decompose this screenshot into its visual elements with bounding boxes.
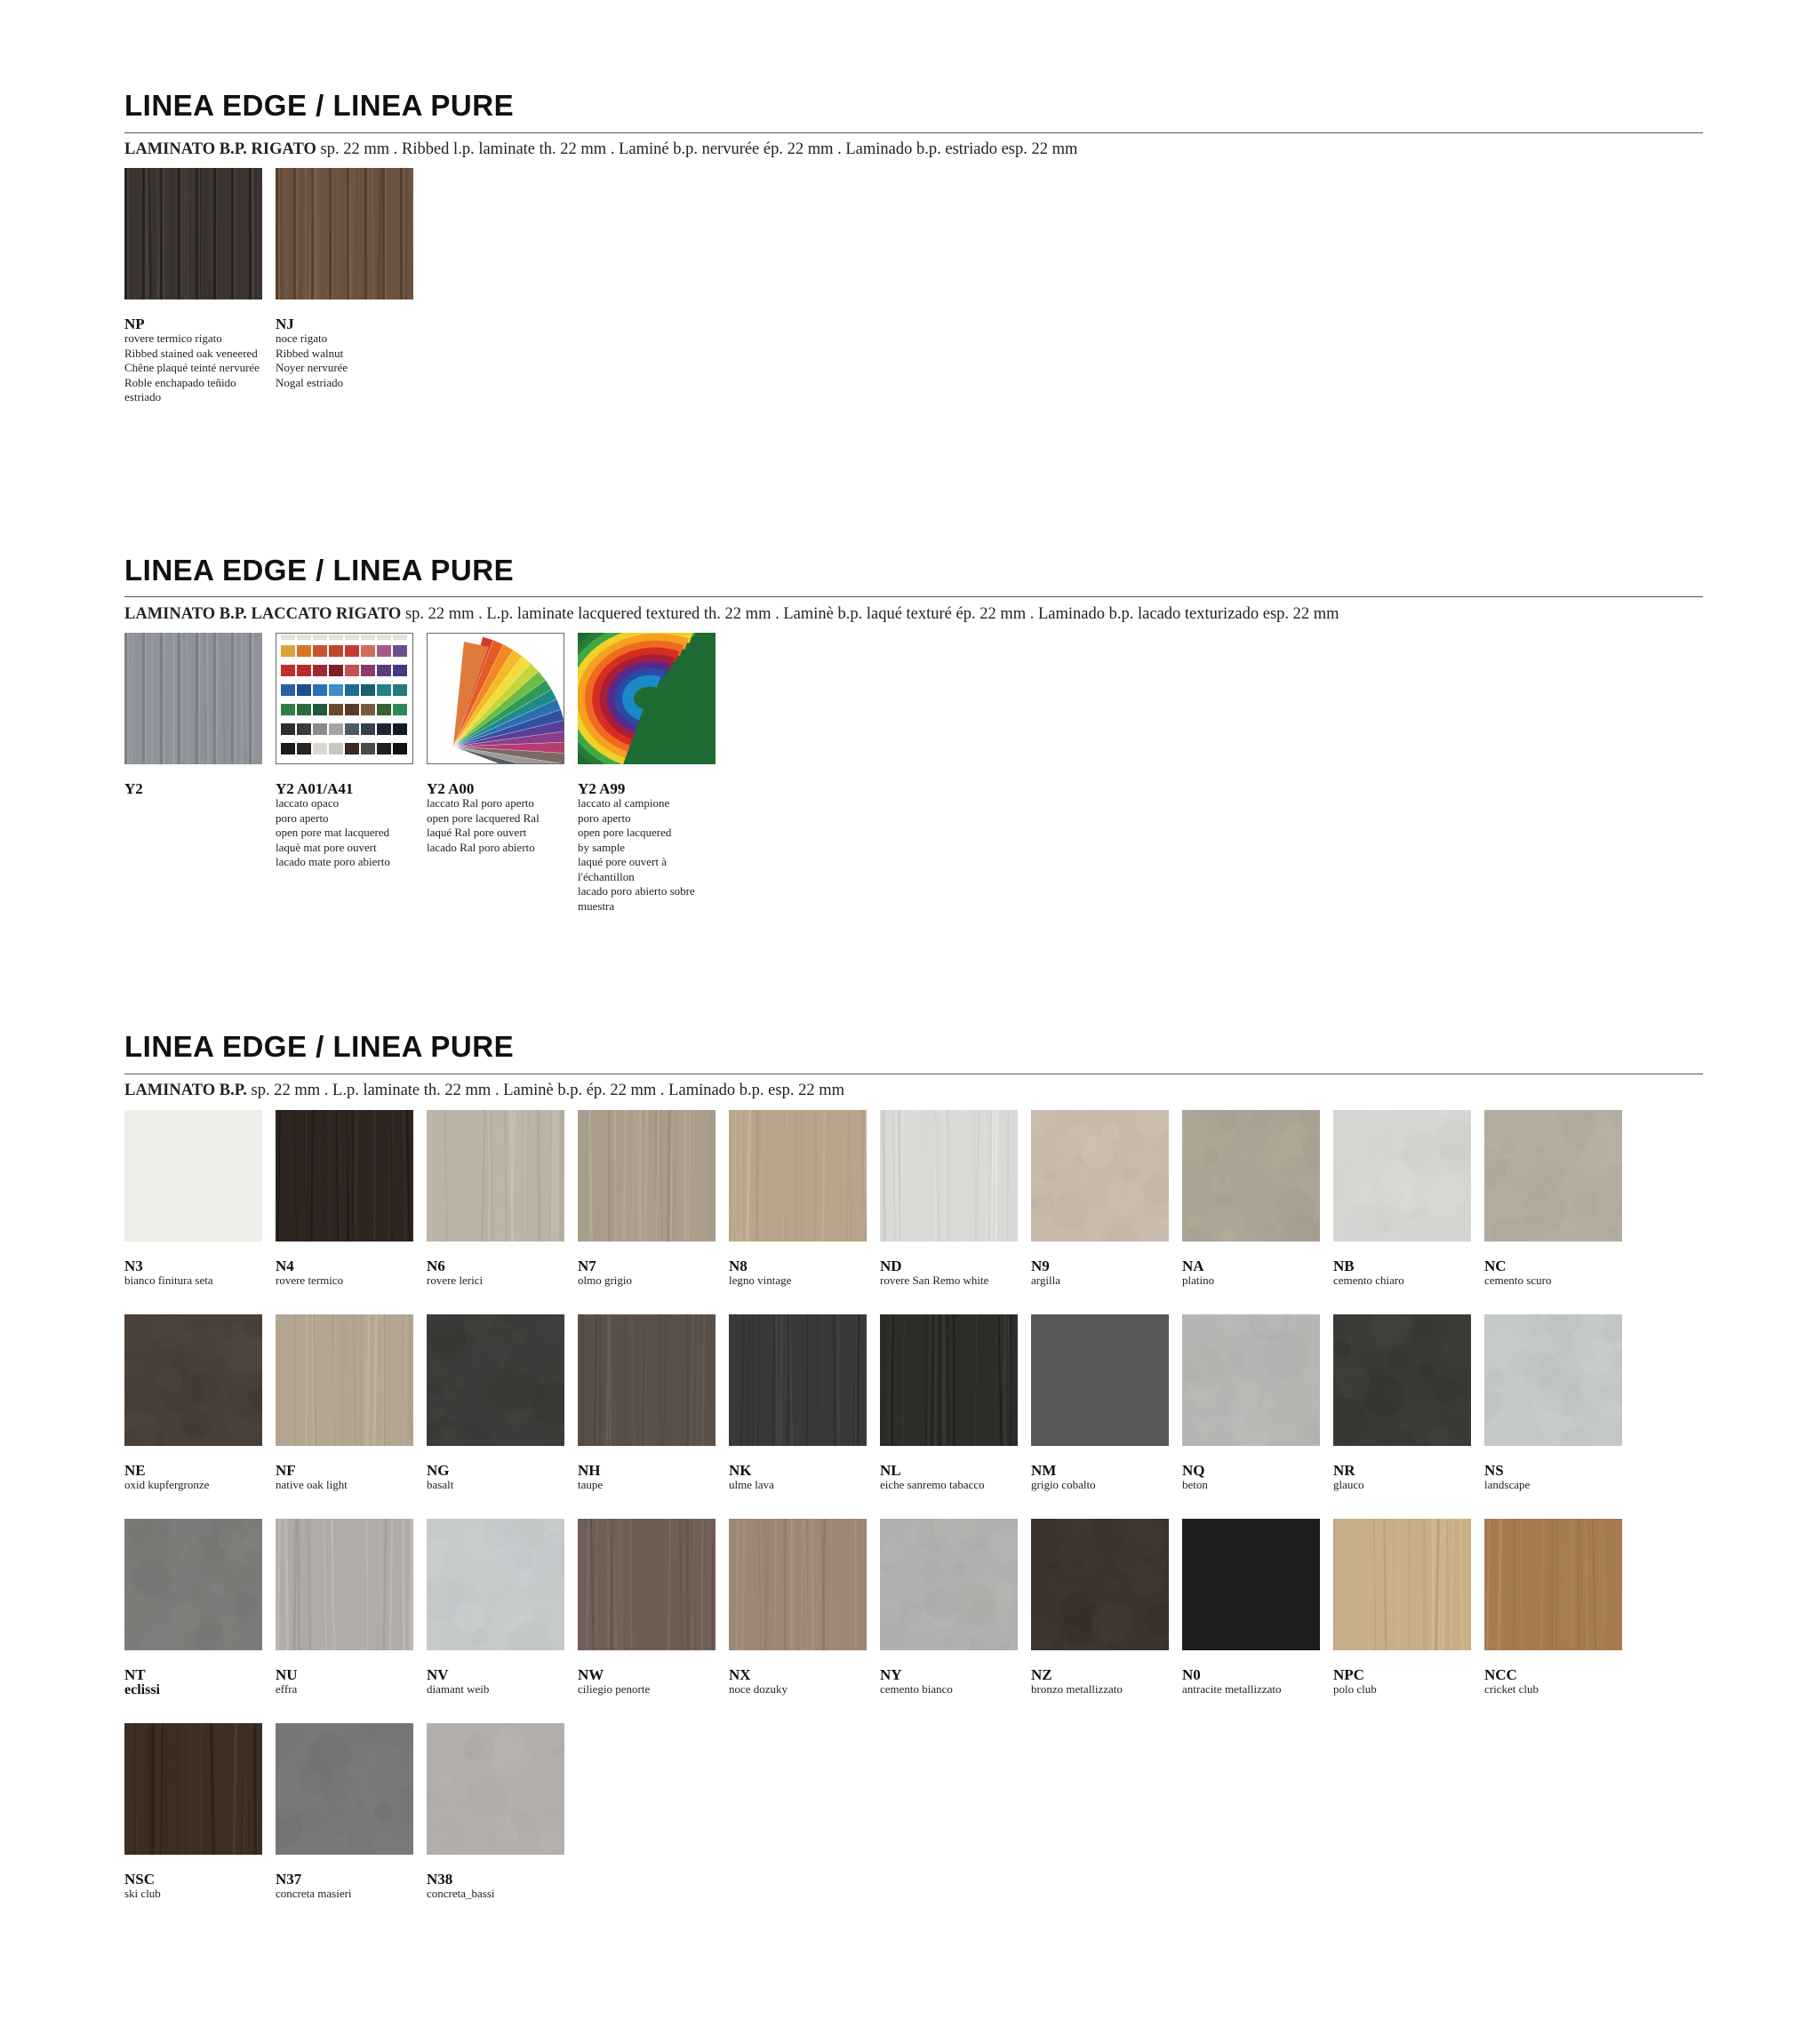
swatch-code: NU (276, 1666, 298, 1683)
swatch-npc (1333, 1519, 1471, 1697)
swatch-code: N0 (1182, 1666, 1201, 1683)
swatch-texture (276, 1314, 413, 1446)
swatch-ny (880, 1519, 1018, 1697)
swatch-texture (880, 1110, 1018, 1242)
swatch-chip (1182, 1314, 1320, 1446)
swatch-description-line: Ribbed walnut (276, 346, 344, 360)
swatch-description (124, 1682, 262, 1698)
swatch-na (1182, 1110, 1320, 1289)
swatch-description-line: oxid kupfergronze (124, 1478, 210, 1491)
subtitle-bold: LAMINATO B.P. RIGATO (124, 140, 316, 158)
swatch-chip (276, 1723, 413, 1855)
swatch-code: N38 (427, 1871, 453, 1888)
swatch-nv (427, 1519, 564, 1697)
section-subtitle (124, 140, 1077, 159)
swatch-texture (1484, 1519, 1622, 1650)
swatch-description (427, 1682, 564, 1697)
swatch-description (124, 1887, 262, 1902)
swatch-code: N9 (1031, 1258, 1050, 1274)
swatch-description (1333, 1478, 1471, 1493)
swatch-code: NM (1031, 1462, 1057, 1479)
swatch-description-line: ulme lava (729, 1478, 774, 1491)
swatch-chip (124, 1110, 262, 1242)
swatch-code: NY (880, 1666, 902, 1683)
swatch-chip (276, 633, 413, 764)
swatch-description-line: rovere termico rigato (124, 331, 222, 345)
swatch-description-line: cemento bianco (880, 1682, 953, 1696)
swatch-texture (729, 1110, 867, 1242)
swatch-code: NG (427, 1462, 450, 1479)
swatch-nu (276, 1519, 413, 1697)
swatch-description (1182, 1478, 1320, 1493)
swatch-chip (729, 1314, 867, 1446)
swatch-texture (276, 1519, 413, 1650)
swatch-description-line: platino (1182, 1274, 1215, 1287)
swatch-np (124, 168, 262, 405)
swatch-texture (1182, 1314, 1320, 1446)
swatch-description (1182, 1682, 1320, 1697)
swatch-description (1484, 1682, 1622, 1697)
swatch-chip (427, 1110, 564, 1242)
swatch-description-line: Nogal estriado (276, 375, 344, 389)
swatch-description-line: open pore lacquered Ral (427, 810, 540, 825)
swatch-n4 (276, 1110, 413, 1289)
swatch-ns (1484, 1314, 1622, 1493)
swatch-description (1333, 1274, 1471, 1289)
swatch-nw (578, 1519, 716, 1697)
swatch-nsc (124, 1723, 262, 1902)
swatch-description-line: rovere termico (276, 1274, 344, 1287)
swatch-chip (1333, 1110, 1471, 1242)
swatch-nz (1031, 1519, 1169, 1697)
swatch-chip (578, 633, 716, 764)
swatch-description-line: Chêne plaqué teinté nervurée (124, 361, 260, 374)
swatch-chip (427, 633, 564, 764)
swatch-chip (276, 1314, 413, 1446)
swatch-nx (729, 1519, 867, 1697)
swatch-chip (880, 1110, 1018, 1242)
swatch-description (427, 1887, 564, 1902)
swatch-ncc (1484, 1519, 1622, 1697)
swatch-nm (1031, 1314, 1169, 1493)
swatch-description (1182, 1274, 1320, 1289)
swatch-chip (427, 1723, 564, 1855)
swatch-description (1484, 1274, 1622, 1289)
swatch-texture (880, 1519, 1018, 1650)
section-title: LINEA EDGE / LINEA PURE (124, 1030, 515, 1063)
swatch-nl (880, 1314, 1018, 1493)
swatch-code: NP (124, 315, 145, 332)
swatch-description-line: Ribbed stained oak veneered (124, 346, 258, 360)
swatch-n7 (578, 1110, 716, 1289)
swatch-texture (578, 633, 716, 764)
swatch-chip (729, 1110, 867, 1242)
swatch-n6 (427, 1110, 564, 1289)
swatch-chip (124, 1314, 262, 1446)
swatch-nk (729, 1314, 867, 1493)
swatch-description-line: cemento scuro (1484, 1274, 1552, 1287)
swatch-nq (1182, 1314, 1320, 1493)
swatch-chip (1031, 1519, 1169, 1650)
swatch-description-line: Noyer nervurée (276, 361, 348, 374)
swatch-chip (1484, 1519, 1622, 1650)
swatch-chip (124, 1519, 262, 1650)
swatch-description (578, 1274, 716, 1289)
swatch-description-line: bianco finitura seta (124, 1274, 213, 1287)
swatch-texture (578, 1110, 716, 1242)
swatch-description (578, 1682, 716, 1697)
swatch-chip (427, 1519, 564, 1650)
swatch-chip (1333, 1314, 1471, 1446)
swatch-nh (578, 1314, 716, 1493)
swatch-description (1333, 1682, 1471, 1697)
swatch-description (124, 1274, 262, 1289)
swatch-texture (1333, 1110, 1471, 1242)
swatch-description (276, 331, 413, 390)
subtitle-rest: sp. 22 mm . L.p. laminate lacquered textured th. 22 mm . Laminè b.p. laqué texturé ép. 22 mm . Laminado b.p. lacado texturizado esp. 22 mm (401, 605, 1339, 623)
swatch-texture (276, 1723, 413, 1855)
swatch-chip (1484, 1110, 1622, 1242)
swatch-texture (276, 633, 413, 764)
swatch-description-line: cemento chiaro (1333, 1274, 1404, 1287)
swatch-description-line: legno vintage (729, 1274, 792, 1287)
swatch-description-line: bronzo metallizzato (1031, 1682, 1123, 1696)
swatch-description-line: taupe (578, 1478, 604, 1491)
swatch-texture (124, 168, 262, 299)
swatch-code: NW (578, 1666, 604, 1683)
swatch-texture (1031, 1314, 1169, 1446)
swatch-description-line: rovere lerici (427, 1274, 484, 1287)
swatch-description-line: beton (1182, 1478, 1208, 1491)
swatch-description-line: lacado Ral poro abierto (427, 840, 535, 854)
swatch-n0 (1182, 1519, 1320, 1697)
subtitle-bold: LAMINATO B.P. LACCATO RIGATO (124, 605, 402, 623)
swatch-description (1031, 1478, 1169, 1493)
swatch-description-line: concreta_bassi (427, 1887, 495, 1900)
swatch-description-line: noce rigato (276, 331, 328, 345)
swatch-texture (124, 1314, 262, 1446)
swatch-texture (124, 1110, 262, 1242)
swatch-chip (276, 1110, 413, 1242)
swatch-code: NR (1333, 1462, 1355, 1479)
swatch-chip (1182, 1519, 1320, 1650)
swatch-description-line: cricket club (1484, 1682, 1539, 1696)
swatch-description-line: by sample (578, 840, 626, 854)
swatch-description-line: lacado poro abierto sobre muestra (578, 884, 695, 913)
swatch-chip (578, 1110, 716, 1242)
subtitle-bold: LAMINATO B.P. (124, 1082, 247, 1099)
swatch-code: NF (276, 1462, 296, 1479)
swatch-y2-a99 (578, 633, 716, 914)
swatch-code: Y2 A01/A41 (276, 780, 354, 797)
swatch-n38 (427, 1723, 564, 1902)
swatch-texture (276, 168, 413, 299)
swatch-texture (1484, 1110, 1622, 1242)
swatch-n3 (124, 1110, 262, 1289)
swatch-code: Y2 (124, 780, 143, 797)
swatch-chip (578, 1519, 716, 1650)
swatch-texture (729, 1314, 867, 1446)
section-subtitle (124, 1082, 844, 1100)
swatch-description-line: noce dozuky (729, 1682, 788, 1696)
swatch-description (729, 1478, 867, 1493)
swatch-texture (276, 1110, 413, 1242)
swatch-nb (1333, 1110, 1471, 1289)
swatch-code: NCC (1484, 1666, 1517, 1683)
swatch-chip (729, 1519, 867, 1650)
swatch-code: NJ (276, 315, 294, 332)
swatch-texture (1333, 1519, 1471, 1650)
swatch-code: NC (1484, 1258, 1507, 1274)
swatch-chip (276, 168, 413, 299)
swatch-texture (427, 1519, 564, 1650)
subtitle-rest: sp. 22 mm . Ribbed l.p. laminate th. 22 mm . Laminé b.p. nervurée ép. 22 mm . Laminado b.p. estriado esp. 22 mm (316, 140, 1078, 158)
swatch-description-line: rovere San Remo white (880, 1274, 989, 1287)
swatch-texture (124, 633, 262, 764)
swatch-texture (427, 1723, 564, 1855)
swatch-description-line: laccato Ral poro aperto (427, 796, 534, 810)
swatch-ne (124, 1314, 262, 1493)
swatch-description (124, 1478, 262, 1493)
swatch-chip (124, 1723, 262, 1855)
swatch-description-line: argilla (1031, 1274, 1060, 1287)
swatch-code: N37 (276, 1871, 302, 1888)
swatch-chip (1182, 1110, 1320, 1242)
swatch-texture (427, 1110, 564, 1242)
swatch-chip (276, 1519, 413, 1650)
swatch-description-line: diamant weib (427, 1682, 490, 1696)
swatch-description-line: laquè mat pore ouvert (276, 840, 377, 854)
swatch-texture (578, 1314, 716, 1446)
swatch-description-line: lacado mate poro abierto (276, 855, 390, 868)
swatch-description-line: open pore mat lacquered (276, 826, 390, 839)
swatch-n9 (1031, 1110, 1169, 1289)
swatch-nc (1484, 1110, 1622, 1289)
swatch-description (729, 1682, 867, 1697)
section-divider (124, 132, 1703, 133)
swatch-description (124, 331, 262, 405)
swatch-code: NT (124, 1666, 146, 1683)
swatch-chip (1031, 1110, 1169, 1242)
swatch-code: NL (880, 1462, 901, 1479)
swatch-description (578, 796, 716, 914)
swatch-code: NPC (1333, 1666, 1364, 1683)
swatch-description-line: olmo grigio (578, 1274, 633, 1287)
swatch-texture (1333, 1314, 1471, 1446)
swatch-nd (880, 1110, 1018, 1289)
swatch-y2-a01-a41 (276, 633, 413, 870)
swatch-code: Y2 A00 (427, 780, 475, 797)
swatch-ng (427, 1314, 564, 1493)
subtitle-rest: sp. 22 mm . L.p. laminate th. 22 mm . Laminè b.p. ép. 22 mm . Laminado b.p. esp. 22 mm (246, 1082, 845, 1099)
swatch-chip (1484, 1314, 1622, 1446)
swatch-texture (729, 1519, 867, 1650)
swatch-code: N8 (729, 1258, 748, 1274)
swatch-texture (1182, 1110, 1320, 1242)
swatch-description-line: Roble enchapado teñido estriado (124, 375, 236, 403)
swatch-description (276, 1274, 413, 1289)
swatch-nt (124, 1519, 262, 1698)
swatch-description (578, 1478, 716, 1493)
swatch-code: N4 (276, 1258, 294, 1274)
swatch-code: NH (578, 1462, 601, 1479)
swatch-code: NV (427, 1666, 449, 1683)
swatch-code: NK (729, 1462, 752, 1479)
swatch-n8 (729, 1110, 867, 1289)
swatch-chip (578, 1314, 716, 1446)
swatch-texture (427, 1314, 564, 1446)
swatch-code: NB (1333, 1258, 1355, 1274)
swatch-texture (880, 1314, 1018, 1446)
swatch-description (1031, 1274, 1169, 1289)
section-title: LINEA EDGE / LINEA PURE (124, 89, 515, 122)
swatch-description (427, 796, 564, 855)
swatch-description-line: laccato al campione (578, 796, 670, 810)
swatch-description-line: glauco (1333, 1478, 1364, 1491)
swatch-chip (1031, 1314, 1169, 1446)
swatch-nj (276, 168, 413, 390)
section-divider (124, 596, 1703, 597)
swatch-description (1484, 1478, 1622, 1493)
swatch-description-line: ski club (124, 1887, 161, 1900)
swatch-code: NE (124, 1462, 146, 1479)
swatch-chip (124, 633, 262, 764)
swatch-code: NX (729, 1666, 751, 1683)
swatch-texture (578, 1519, 716, 1650)
swatch-y2 (124, 633, 262, 796)
swatch-code: NSC (124, 1871, 156, 1888)
swatch-texture (124, 1723, 262, 1855)
swatch-chip (1333, 1519, 1471, 1650)
swatch-description-line: native oak light (276, 1478, 348, 1491)
swatch-description-line: concreta masieri (276, 1887, 352, 1900)
swatch-description-line: poro aperto (578, 810, 631, 825)
swatch-y2-a00 (427, 633, 564, 855)
swatch-description-line: grigio cobalto (1031, 1478, 1096, 1491)
section-subtitle (124, 605, 1339, 624)
swatch-code: NZ (1031, 1666, 1052, 1683)
swatch-chip (880, 1519, 1018, 1650)
swatch-code: ND (880, 1258, 902, 1274)
swatch-description (880, 1682, 1018, 1697)
swatch-description-line: laqué pore ouvert à l'échantillon (578, 855, 667, 883)
swatch-description (276, 1682, 413, 1697)
swatch-nr (1333, 1314, 1471, 1493)
swatch-chip (880, 1314, 1018, 1446)
swatch-texture (1031, 1110, 1169, 1242)
section-title: LINEA EDGE / LINEA PURE (124, 554, 515, 587)
swatch-description-line: landscape (1484, 1478, 1531, 1491)
swatch-description (880, 1478, 1018, 1493)
swatch-description-line: antracite metallizzato (1182, 1682, 1282, 1696)
swatch-code: N7 (578, 1258, 596, 1274)
swatch-nf (276, 1314, 413, 1493)
swatch-texture (1031, 1519, 1169, 1650)
swatch-description-line: polo club (1333, 1682, 1377, 1696)
swatch-description (880, 1274, 1018, 1289)
swatch-texture (124, 1519, 262, 1650)
swatch-code: NQ (1182, 1462, 1205, 1479)
swatch-texture (427, 633, 564, 764)
swatch-description (276, 796, 413, 870)
swatch-description-line: ciliegio penorte (578, 1682, 651, 1696)
swatch-description (276, 1887, 413, 1902)
swatch-code: NS (1484, 1462, 1504, 1479)
swatch-code: Y2 A99 (578, 780, 626, 797)
swatch-code: NA (1182, 1258, 1204, 1274)
swatch-code: N3 (124, 1258, 143, 1274)
swatch-chip (124, 168, 262, 299)
swatch-description (276, 1478, 413, 1493)
swatch-description-line: effra (276, 1682, 298, 1696)
swatch-code: N6 (427, 1258, 445, 1274)
swatch-description-line: laccato opaco (276, 796, 340, 810)
swatch-n37 (276, 1723, 413, 1902)
swatch-description (729, 1274, 867, 1289)
swatch-description-line: eclissi (124, 1682, 160, 1697)
swatch-description-line: laqué Ral pore ouvert (427, 826, 527, 839)
swatch-texture (1484, 1314, 1622, 1446)
swatch-description (427, 1274, 564, 1289)
swatch-description-line: poro aperto (276, 810, 329, 825)
swatch-description (1031, 1682, 1169, 1697)
swatch-texture (1182, 1519, 1320, 1650)
swatch-chip (427, 1314, 564, 1446)
swatch-description-line: open pore lacquered (578, 826, 672, 839)
swatch-description (427, 1478, 564, 1493)
swatch-description-line: basalt (427, 1478, 454, 1491)
swatch-description-line: eiche sanremo tabacco (880, 1478, 985, 1491)
